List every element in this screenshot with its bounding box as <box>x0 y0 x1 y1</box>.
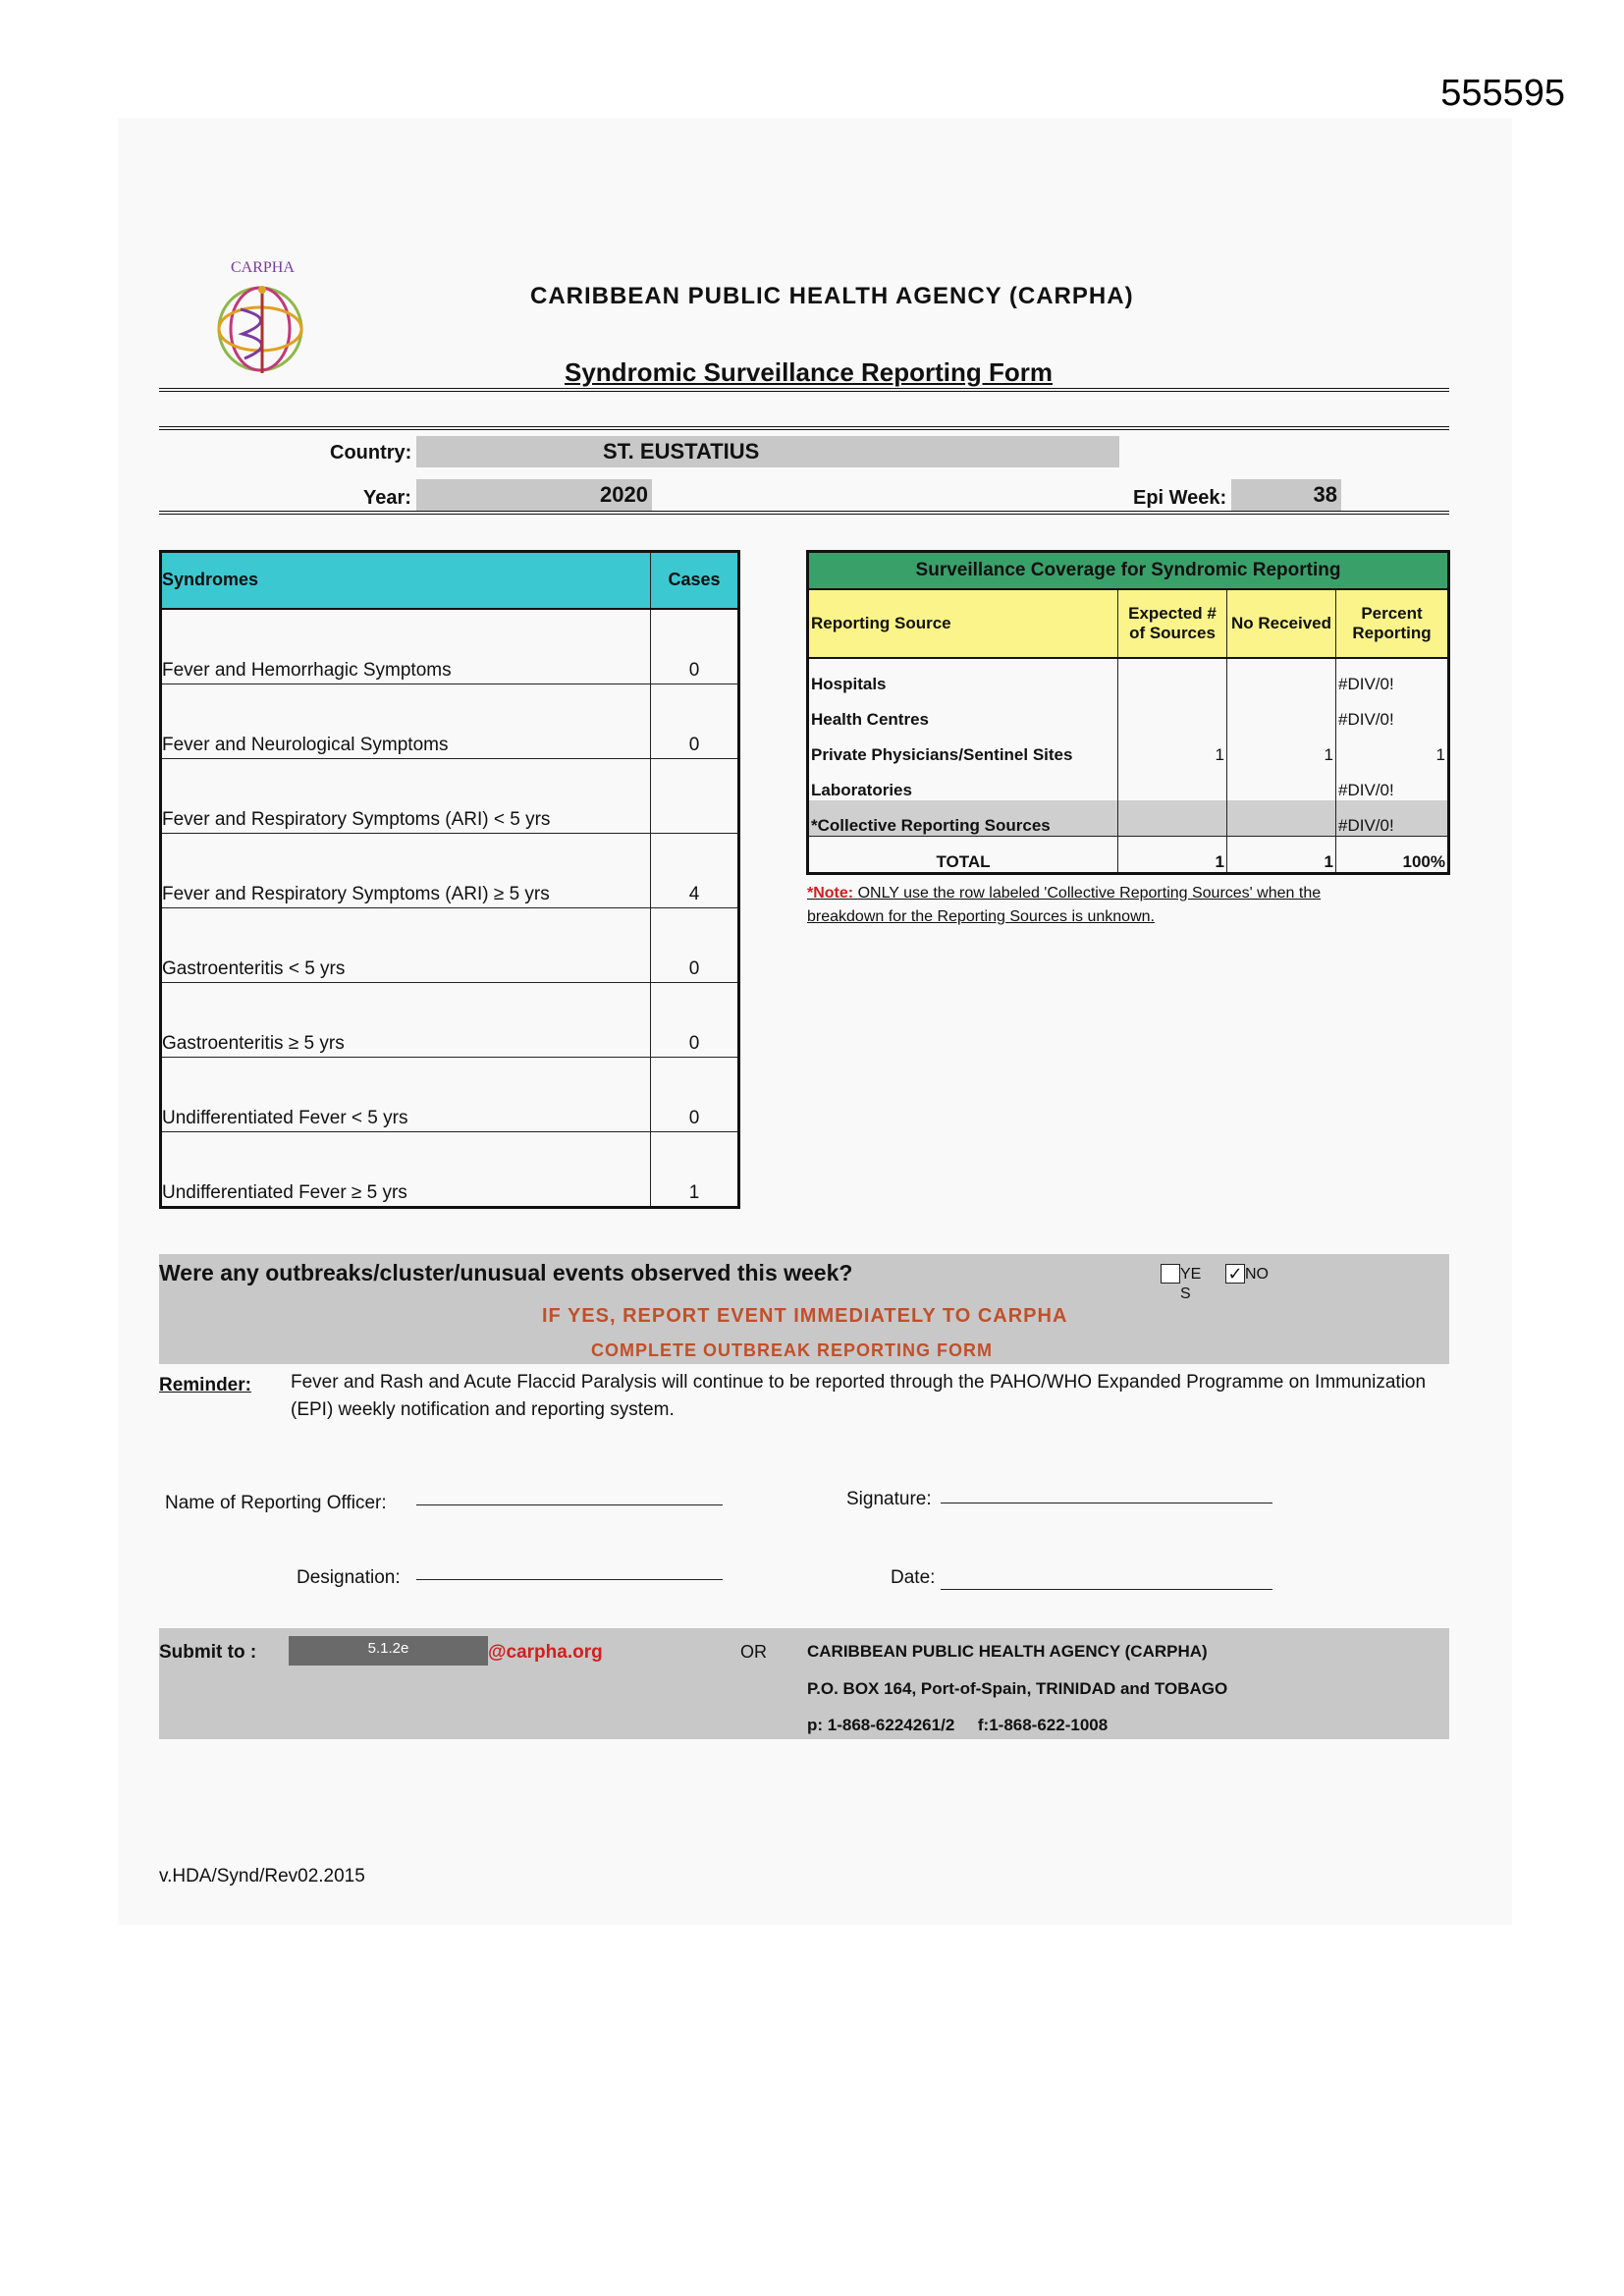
syndrome-name: Fever and Neurological Symptoms <box>161 684 651 759</box>
coverage-header-row <box>808 589 1449 658</box>
note-prefix: *Note: <box>807 885 854 902</box>
syndromes-table <box>159 550 740 1209</box>
form-title: Syndromic Surveillance Reporting Form <box>565 357 1053 387</box>
country-label: Country: <box>330 442 412 464</box>
country-value: ST. EUSTATIUS <box>603 439 760 464</box>
complete-form-instruction: COMPLETE OUTBREAK REPORTING FORM <box>591 1340 993 1360</box>
percent-column-header: Percent Reporting <box>1336 589 1449 658</box>
document-id: 555595 <box>1440 73 1565 114</box>
cases-cell[interactable]: 1 <box>651 1132 739 1208</box>
table-row <box>161 609 739 684</box>
received-cell[interactable] <box>1227 694 1336 730</box>
date-label: Date: <box>891 1567 936 1588</box>
syndrome-name: Gastroenteritis ≥ 5 yrs <box>161 983 651 1058</box>
table-row <box>161 1132 739 1208</box>
date-field[interactable] <box>941 1589 1272 1590</box>
address-name: CARIBBEAN PUBLIC HEALTH AGENCY (CARPHA) <box>807 1642 1208 1661</box>
reminder-text: Fever and Rash and Acute Flaccid Paralysis will continue to be reported through the PAHO/WHO Expanded Programme on Immunization (EPI) weekly notification and reporting system. <box>291 1372 1427 1420</box>
received-cell[interactable] <box>1227 765 1336 800</box>
table-row <box>808 658 1449 694</box>
syndrome-name: Undifferentiated Fever ≥ 5 yrs <box>161 1132 651 1208</box>
agency-name: CARIBBEAN PUBLIC HEALTH AGENCY (CARPHA) <box>530 283 1134 309</box>
outbreak-panel <box>159 1254 1449 1364</box>
source-name: Hospitals <box>811 675 887 693</box>
note-text: ONLY use the row labeled 'Collective Reporting Sources' when the breakdown for the Reporting Sources is unknown. <box>807 885 1322 925</box>
carpha-logo <box>201 250 319 388</box>
svg-text:CARPHA: CARPHA <box>231 259 295 276</box>
cases-cell[interactable]: 0 <box>651 1058 739 1132</box>
table-row <box>161 684 739 759</box>
table-row <box>808 694 1449 730</box>
info-bottom-rule <box>159 511 1449 515</box>
total-percent: 100% <box>1336 837 1449 874</box>
no-checkbox[interactable] <box>1225 1264 1245 1284</box>
source-column-header: Reporting Source <box>808 589 1118 658</box>
table-row <box>161 834 739 908</box>
epi-week-label: Epi Week: <box>1133 487 1227 509</box>
table-row <box>808 800 1449 837</box>
cases-cell[interactable]: 4 <box>651 834 739 908</box>
table-row <box>161 759 739 834</box>
form-version: v.HDA/Synd/Rev02.2015 <box>159 1866 365 1886</box>
source-name: Health Centres <box>811 710 929 729</box>
designation-field[interactable] <box>416 1579 723 1580</box>
received-cell[interactable] <box>1227 658 1336 694</box>
table-row <box>161 908 739 983</box>
address-phone: p: 1-868-6224261/2 f:1-868-622-1008 <box>807 1716 1109 1734</box>
cases-column-header: Cases <box>651 552 739 610</box>
info-top-rule <box>159 426 1449 430</box>
source-name: *Collective Reporting Sources <box>808 800 1118 837</box>
expected-cell[interactable] <box>1118 800 1227 837</box>
yes-label: YE <box>1180 1266 1202 1283</box>
source-name: Laboratories <box>811 781 912 799</box>
syndrome-name: Fever and Respiratory Symptoms (ARI) < 5 yrs <box>161 759 651 834</box>
syndrome-name: Gastroenteritis < 5 yrs <box>161 908 651 983</box>
expected-cell[interactable] <box>1118 694 1227 730</box>
table-row <box>161 1058 739 1132</box>
expected-cell[interactable] <box>1118 765 1227 800</box>
table-row <box>808 765 1449 800</box>
coverage-title: Surveillance Coverage for Syndromic Reporting <box>808 552 1449 590</box>
cases-cell[interactable]: 0 <box>651 684 739 759</box>
epi-week-field[interactable] <box>1231 479 1341 511</box>
received-cell[interactable]: 1 <box>1227 730 1336 765</box>
officer-label: Name of Reporting Officer: <box>165 1493 387 1513</box>
country-field[interactable] <box>416 436 1119 467</box>
checkmark-icon: ✓ <box>1227 1264 1243 1284</box>
coverage-title-row <box>808 552 1449 590</box>
expected-cell[interactable]: 1 <box>1118 730 1227 765</box>
address-box: P.O. BOX 164, Port-of-Spain, TRINIDAD and TOBAGO <box>807 1679 1228 1698</box>
no-label: NO <box>1245 1266 1269 1283</box>
total-row <box>808 837 1449 874</box>
expected-cell[interactable] <box>1118 658 1227 694</box>
syndrome-name: Fever and Hemorrhagic Symptoms <box>161 609 651 684</box>
syndromes-column-header: Syndromes <box>161 552 651 610</box>
total-received: 1 <box>1227 837 1336 874</box>
outbreak-question: Were any outbreaks/cluster/unusual events observed this week? <box>159 1260 853 1285</box>
percent-cell: #DIV/0! <box>1336 765 1449 800</box>
percent-cell: #DIV/0! <box>1336 800 1449 837</box>
redacted-email: 5.1.2e <box>289 1636 488 1666</box>
syndrome-name: Fever and Respiratory Symptoms (ARI) ≥ 5 yrs <box>161 834 651 908</box>
email-domain[interactable]: @carpha.org <box>488 1642 603 1663</box>
cases-cell[interactable]: 0 <box>651 908 739 983</box>
year-field[interactable] <box>416 479 652 511</box>
coverage-table <box>806 550 1450 875</box>
epi-week-value: 38 <box>1313 482 1337 507</box>
table-row <box>161 983 739 1058</box>
cases-cell[interactable]: 0 <box>651 983 739 1058</box>
received-column-header: No Received <box>1227 589 1336 658</box>
table-row <box>808 730 1449 765</box>
total-expected: 1 <box>1118 837 1227 874</box>
syndrome-name: Undifferentiated Fever < 5 yrs <box>161 1058 651 1132</box>
source-name: Private Physicians/Sentinel Sites <box>811 745 1073 764</box>
year-value: 2020 <box>600 482 648 507</box>
cases-cell[interactable]: 0 <box>651 609 739 684</box>
reminder-label: Reminder: <box>159 1375 251 1395</box>
total-label: TOTAL <box>808 837 1118 874</box>
yes-checkbox[interactable] <box>1161 1264 1180 1284</box>
submit-label: Submit to : <box>159 1642 257 1663</box>
cases-cell[interactable] <box>651 759 739 834</box>
percent-cell: #DIV/0! <box>1336 694 1449 730</box>
yes-label-wrap: S <box>1180 1285 1191 1302</box>
year-label: Year: <box>363 487 411 509</box>
percent-cell: 1 <box>1336 730 1449 765</box>
expected-column-header: Expected # of Sources <box>1118 589 1227 658</box>
officer-field[interactable] <box>416 1504 723 1505</box>
received-cell[interactable] <box>1227 800 1336 837</box>
syndromes-header-row <box>161 552 739 610</box>
submit-panel <box>159 1628 1449 1739</box>
report-instruction: IF YES, REPORT EVENT IMMEDIATELY TO CARPHA <box>542 1305 1068 1327</box>
designation-label: Designation: <box>297 1567 401 1588</box>
header-rule <box>159 388 1449 392</box>
signature-label: Signature: <box>846 1489 932 1509</box>
or-label: OR <box>740 1642 767 1662</box>
coverage-note <box>807 882 1396 929</box>
percent-cell: #DIV/0! <box>1336 658 1449 694</box>
